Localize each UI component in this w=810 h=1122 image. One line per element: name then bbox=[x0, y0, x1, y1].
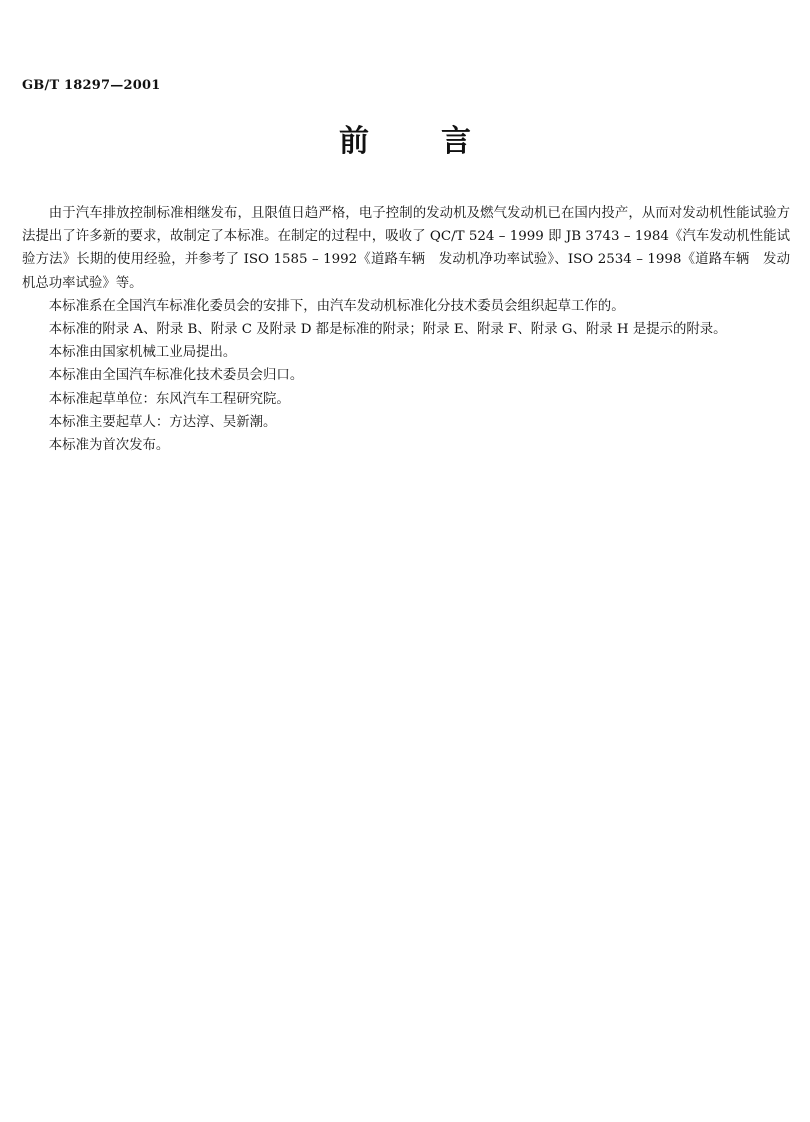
paragraph-annexes: 本标准的附录 A、附录 B、附录 C 及附录 D 都是标准的附录；附录 E、附录 F、附录 G、附录 H 是提示的附录。 bbox=[48, 322, 727, 338]
title-char-1: 前 bbox=[339, 124, 369, 159]
paragraph-drafting-unit: 本标准起草单位：东风汽车工程研究院。 bbox=[48, 391, 290, 407]
standard-code: GB/T 18297—2001 bbox=[22, 78, 161, 93]
foreword-body bbox=[22, 202, 790, 457]
paragraph-organization: 本标准系在全国汽车标准化委员会的安排下，由汽车发动机标准化分技术委员会组织起草工作的。 bbox=[48, 298, 625, 314]
paragraph-proposed-by: 本标准由国家机械工业局提出。 bbox=[48, 345, 237, 361]
paragraph-drafters: 本标准主要起草人：方达淳、吴新潮。 bbox=[48, 414, 277, 430]
title-char-2: 言 bbox=[441, 124, 471, 159]
paragraph-centralized-by: 本标准由全国汽车标准化技术委员会归口。 bbox=[48, 368, 304, 384]
paragraph-background: 由于汽车排放控制标准相继发布，且限值日趋严格，电子控制的发动机及燃气发动机已在国内投产，从而对发动机性能试验方法提出了许多新的要求，故制定了本标准。在制定的过程中，吸收了 QC/T 524 – 1999 即 JB 3743 – 1984《汽车发动机性能试验方法》长期的使用经验，并参考了 ISO 1585 – 1992《道路车辆 发动机净功率试验》、ISO 2534 – 1998《道路车辆 发动机总功率试验》等。 bbox=[22, 206, 790, 291]
page-title bbox=[0, 124, 810, 160]
paragraph-first-issue: 本标准为首次发布。 bbox=[48, 438, 170, 454]
